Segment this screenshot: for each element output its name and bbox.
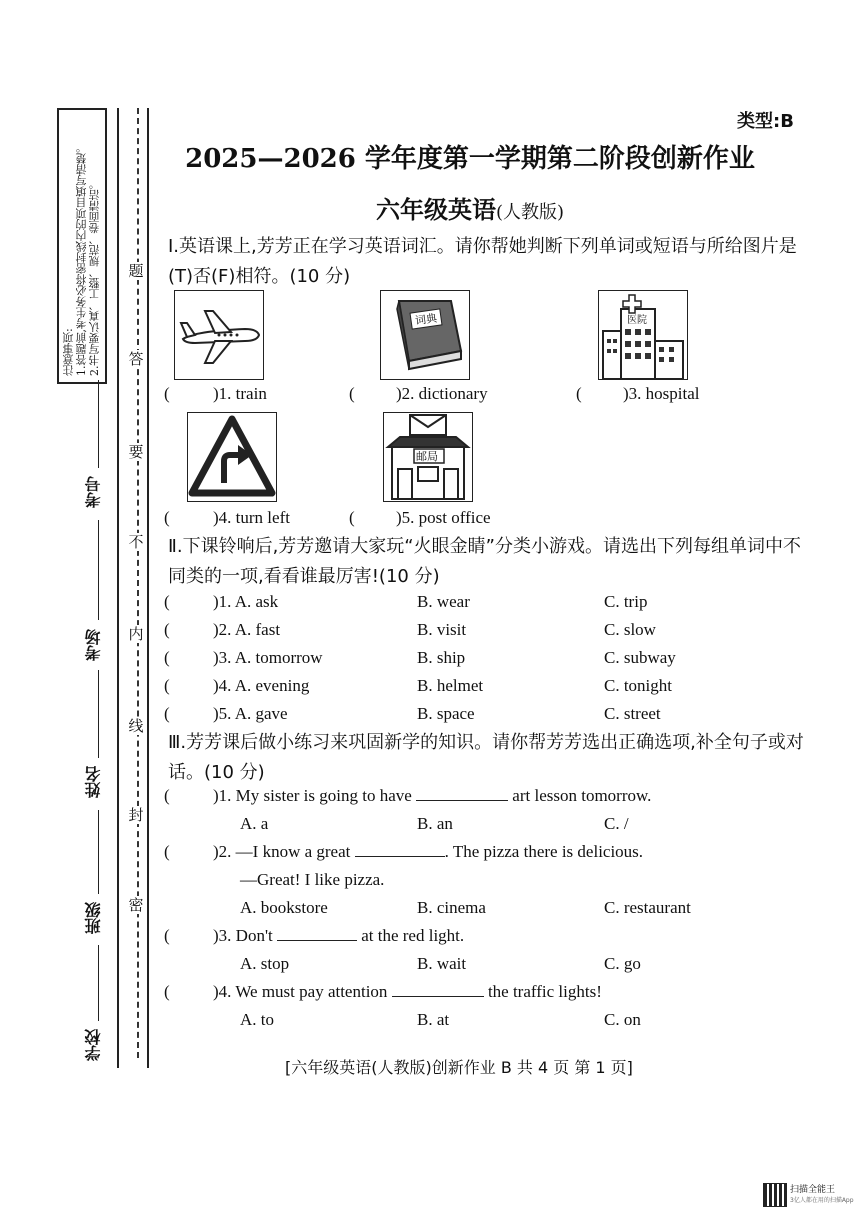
answer-paren: ( (164, 508, 170, 527)
post-office-picture-label: 邮局 (416, 450, 438, 463)
s3-q4-option-b: B. at (417, 1010, 450, 1029)
answer-paren: ( (349, 384, 355, 403)
dictionary-icon (381, 291, 469, 379)
s2-q5-option-b: B. space (417, 704, 475, 723)
answer-paren: ( (164, 982, 170, 1001)
s3-q1-stem (213, 786, 651, 806)
post-office-picture (383, 412, 473, 502)
airplane-picture (174, 290, 264, 380)
s3-q1-option-a: A. a (240, 814, 269, 833)
watermark-brand: 扫描全能王 (790, 1185, 836, 1195)
s2-q1-option-a: )1. A. ask (213, 592, 279, 611)
airplane-icon (175, 291, 263, 379)
s2-q2-option-a: )2. A. fast (213, 620, 281, 639)
s1-item-3: )3. hospital (623, 384, 700, 403)
s2-q3-option-b: B. ship (417, 648, 466, 667)
s1-item-5: )5. post office (396, 508, 491, 527)
s2-q5-option-c: C. street (604, 704, 661, 723)
hospital-icon (599, 291, 687, 379)
s3-q4-stem (213, 982, 602, 1002)
seal-char: 线 (125, 717, 147, 735)
s3-q3-option-c: C. go (604, 954, 641, 973)
notice-item-2: 2.书写要认真、工整、规范、卷面清洁。 (88, 178, 101, 376)
field-line (98, 945, 99, 1021)
s1-item-4: )4. turn left (213, 508, 290, 527)
field-school: 学校 (84, 1029, 103, 1061)
watermark-sub: 3亿人都在用的扫描App (790, 1197, 854, 1204)
section-3-instruction: Ⅲ.芳芳课后做小练习来巩固新学的知识。请你帮芳芳选出正确选项,补全句子或对话。(10 分) (168, 732, 804, 783)
page-title: 2025—2026 学年度第一学期第二阶段创新作业 (185, 144, 755, 174)
s2-q1-option-c: C. trip (604, 592, 648, 611)
section-2-instruction: Ⅱ.下课铃响后,芳芳邀请大家玩“火眼金睛”分类小游戏。请选出下列每组单词中不同类的一项,看看谁最厉害!(10 分) (168, 536, 801, 587)
notice-item-1: 1.答题前,考生务必将密封线内的项目填写清楚。 (75, 142, 88, 376)
dictionary-picture-label: 词典 (414, 311, 438, 328)
turn-right-sign-picture (187, 412, 277, 502)
s3-q2-stem-b: . The pizza there is delicious. (444, 842, 644, 861)
s2-q2-option-b: B. visit (417, 620, 467, 639)
answer-paren: ( (164, 926, 170, 945)
s3-q2-option-b: B. cinema (417, 898, 486, 917)
notice-text (62, 112, 102, 376)
s3-q2-option-a: A. bookstore (240, 898, 328, 917)
dictionary-picture (380, 290, 470, 380)
s3-q1-option-c: C. / (604, 814, 629, 833)
s3-q2-stem (213, 842, 643, 862)
seal-char: 封 (125, 806, 147, 824)
answer-paren: ( (164, 786, 170, 805)
field-line (98, 670, 99, 758)
answer-paren: ( (349, 508, 355, 527)
s3-q4-stem-a: )4. We must pay attention (213, 982, 388, 1001)
s3-q3-stem (213, 926, 464, 946)
s3-q4-option-c: C. on (604, 1010, 641, 1029)
edition-label: (人教版) (495, 202, 565, 223)
field-line (98, 810, 99, 894)
s3-q1-stem-a: )1. My sister is going to have (213, 786, 412, 805)
s2-q4-option-a: )4. A. evening (213, 676, 310, 695)
scanner-watermark (790, 1182, 854, 1204)
s3-q1-stem-b: art lesson tomorrow. (512, 786, 652, 805)
s3-q4-option-a: A. to (240, 1010, 274, 1029)
s2-q4-option-b: B. helmet (417, 676, 484, 695)
answer-paren: ( (164, 676, 170, 695)
hospital-picture-label: 医院 (627, 315, 647, 326)
seal-char: 答 (125, 350, 147, 368)
s2-q5-option-a: )5. A. gave (213, 704, 288, 723)
s3-q2-dialogue-line: —Great! I like pizza. (240, 870, 385, 889)
field-name: 姓名 (84, 766, 103, 798)
s1-item-1: )1. train (213, 384, 267, 403)
answer-paren: ( (164, 704, 170, 723)
answer-blank[interactable] (355, 842, 445, 857)
binding-line (117, 108, 119, 1068)
s2-q4-option-c: C. tonight (604, 676, 673, 695)
notice-title: 注意事项: (62, 328, 75, 376)
binding-line-outer (147, 108, 149, 1068)
s3-q2-option-c: C. restaurant (604, 898, 691, 917)
seal-char: 要 (125, 443, 147, 461)
seal-char: 内 (125, 625, 147, 643)
subject-title (160, 190, 780, 225)
s3-q3-option-a: A. stop (240, 954, 290, 973)
hospital-picture (598, 290, 688, 380)
s2-q3-option-c: C. subway (604, 648, 676, 667)
s3-q3-option-b: B. wait (417, 954, 467, 973)
s2-q3-option-a: )3. A. tomorrow (213, 648, 323, 667)
s1-item-2: )2. dictionary (396, 384, 488, 403)
seal-char: 题 (125, 262, 147, 280)
s3-q2-stem-a: )2. —I know a great (213, 842, 351, 861)
qr-code-icon (763, 1183, 787, 1207)
answer-blank[interactable] (416, 786, 508, 801)
answer-paren: ( (164, 842, 170, 861)
s3-q3-stem-a: )3. Don't (213, 926, 273, 945)
answer-paren: ( (164, 592, 170, 611)
seal-char: 密 (125, 896, 147, 914)
seal-dashed-line (137, 108, 139, 1058)
turn-sign-icon (188, 413, 276, 501)
s3-q4-stem-b: the traffic lights! (487, 982, 602, 1001)
answer-paren: ( (164, 620, 170, 639)
subject-name: 六年级英语 (375, 196, 496, 224)
seal-char: 不 (125, 533, 147, 551)
field-class: 班级 (84, 902, 103, 934)
section-1-instruction: Ⅰ.英语课上,芳芳正在学习英语词汇。请你帮她判断下列单词或短语与所给图片是(T)否(F)相符。(10 分) (168, 236, 797, 287)
field-line (98, 520, 99, 620)
paper-type-label: 类型:B (737, 111, 794, 132)
s2-q1-option-b: B. wear (417, 592, 470, 611)
field-exam-room: 考场 (84, 629, 103, 661)
answer-blank[interactable] (277, 926, 357, 941)
field-line (98, 380, 99, 468)
answer-paren: ( (576, 384, 582, 403)
answer-paren: ( (164, 648, 170, 667)
page-footer: [六年级英语(人教版)创新作业 B 共 4 页 第 1 页] (285, 1058, 633, 1077)
s3-q1-option-b: B. an (417, 814, 453, 833)
s2-q2-option-c: C. slow (604, 620, 656, 639)
answer-paren: ( (164, 384, 170, 403)
answer-blank[interactable] (392, 982, 484, 997)
field-exam-number: 考号 (84, 476, 103, 508)
s3-q3-stem-b: at the red light. (361, 926, 465, 945)
